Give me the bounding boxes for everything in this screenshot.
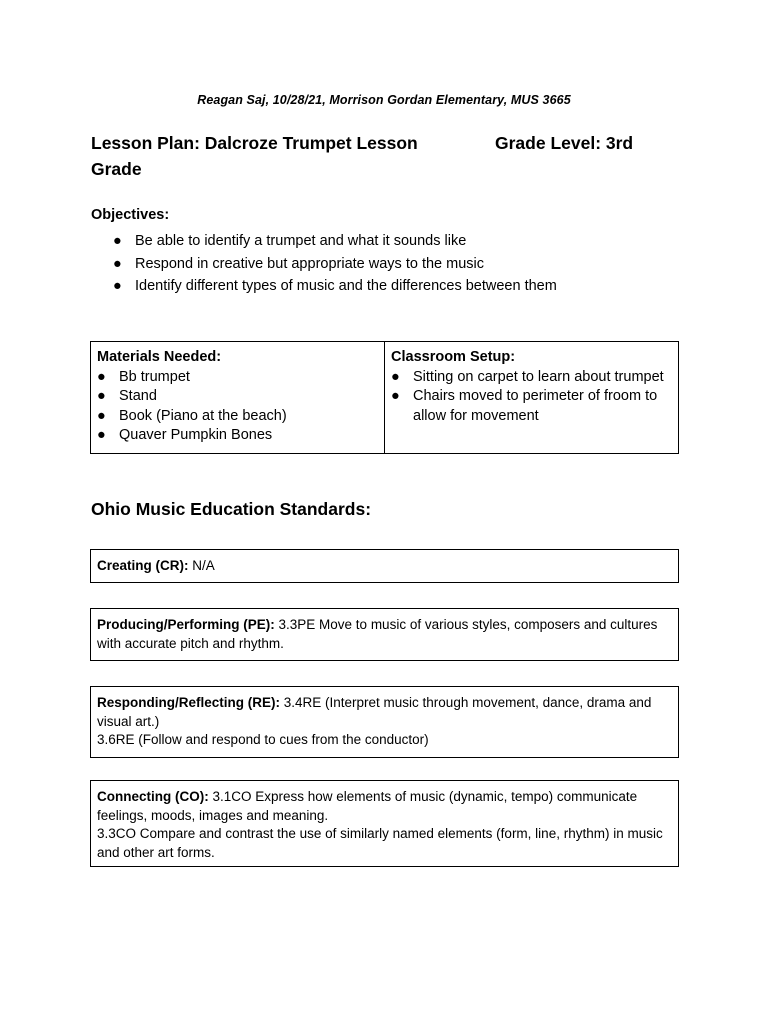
responding-label: Responding/Reflecting (RE): [97,695,280,710]
creating-label: Creating (CR): [97,558,189,573]
author-header: Reagan Saj, 10/28/21, Morrison Gordan Elementary, MUS 3665 [197,93,571,107]
lesson-plan-title: Lesson Plan: Dalcroze Trumpet Lesson [91,133,418,153]
bullet-icon: ● [97,388,106,404]
responding-text: 3.4RE (Interpret music through movement, dance, drama and visual art.) [97,695,652,729]
bullet-icon: ● [391,388,400,404]
bullet-icon: ● [113,233,122,249]
objective-item: ● Be able to identify a trumpet and what it sounds like [113,230,557,253]
setup-item: ● Chairs moved to perimeter of froom to allow for movement [391,388,658,424]
material-item: ● Bb trumpet [97,368,378,388]
producing-text: 3.3PE Move to music of various styles, composers and cultures with accurate pitch and rhythm. [97,617,658,651]
connecting-text: 3.1CO Express how elements of music (dynamic, tempo) communicate feelings, moods, images and meaning. [97,789,638,823]
materials-cell [91,342,385,454]
standards-heading: Ohio Music Education Standards: [91,499,372,519]
bullet-icon: ● [97,368,106,385]
responding-standard-box [90,686,679,758]
objectives-list [113,230,557,298]
producing-standard-box [90,608,679,661]
title-block [91,130,691,179]
classroom-setup-list [391,368,672,427]
grade-level: Grade Level: 3rd [495,133,634,153]
bullet-icon: ● [97,427,106,443]
responding-text-2: 3.6RE (Follow and respond to cues from the conductor) [97,732,429,747]
connecting-text-2: 3.3CO Compare and contrast the use of similarly named elements (form, line, rhythm) in music and other art forms. [97,826,663,860]
classroom-setup-cell [385,342,679,454]
bullet-icon: ● [113,278,122,294]
material-item: ● Book (Piano at the beach) [97,407,378,427]
setup-item: ● Sitting on carpet to learn about trumpet [391,368,672,388]
creating-text: N/A [188,558,215,573]
objective-item: ● Identify different types of music and the differences between them [113,275,557,298]
materials-setup-table [90,341,679,454]
materials-list [97,368,378,446]
material-item: ● Stand [97,387,378,407]
creating-standard-box [90,549,679,583]
objective-item: ● Respond in creative but appropriate ways to the music [113,253,557,276]
bullet-icon: ● [113,255,122,272]
producing-label: Producing/Performing (PE): [97,617,275,632]
bullet-icon: ● [97,407,106,424]
bullet-icon: ● [391,368,400,385]
objectives-label: Objectives: [91,207,170,223]
material-item: ● Quaver Pumpkin Bones [97,426,378,446]
classroom-setup-label: Classroom Setup: [391,349,516,365]
connecting-label: Connecting (CO): [97,789,209,804]
materials-label: Materials Needed: [97,349,222,365]
connecting-standard-box [90,780,679,867]
grade-level-continued: Grade [91,159,142,179]
